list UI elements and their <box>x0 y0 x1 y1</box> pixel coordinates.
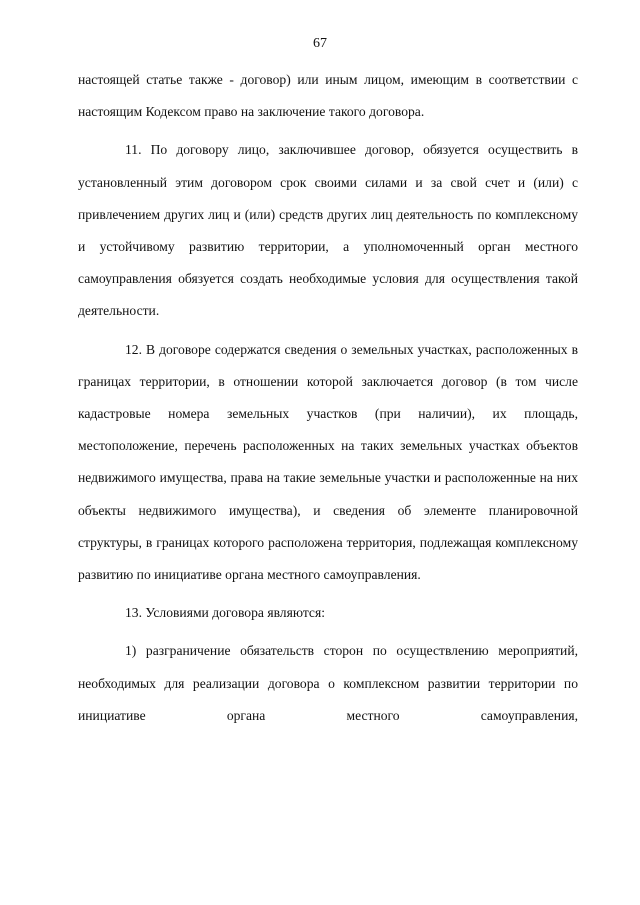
paragraph-continuation: настоящей статье также - договор) или иным лицом, имеющим в соответствии с настоящим Кодексом право на заключение такого договора. <box>78 72 578 120</box>
paragraph-item-13: 13. Условиями договора являются: <box>125 605 325 621</box>
paragraph-item-11: 11. По договору лицо, заключившее договор, обязуется осуществить в установленный этим договором срок своими силами и за свой счет и (или) с привлечением других лиц и (или) средств других лиц деятельность по комплексному и устойчивому развитию территории, а уполномоченный орган местного самоуправления обязуется создать необходимые условия для осуществления такой деятельности. <box>78 142 578 319</box>
paragraph-item-12: 12. В договоре содержатся сведения о земельных участках, расположенных в границах территории, в отношении которой заключается договор (в том числе кадастровые номера земельных участков (при наличии), их площадь, местоположение, перечень расположенных на таких земельных участках объектов недвижимого имущества, права на такие земельные участки и расположенные на них объекты недвижимого имущества), и сведения об элементе планировочной структуры, в границах которого расположена территория, подлежащая комплексному развитию по инициативе органа местного самоуправления. <box>78 341 578 583</box>
paragraph-item-13-1: 1) разграничение обязательств сторон по осуществлению мероприятий, необходимых для реализации договора о комплексном развитии территории по инициативе органа местного самоуправления, <box>78 643 578 723</box>
page-number: 67 <box>313 36 327 51</box>
document-body <box>78 64 578 738</box>
